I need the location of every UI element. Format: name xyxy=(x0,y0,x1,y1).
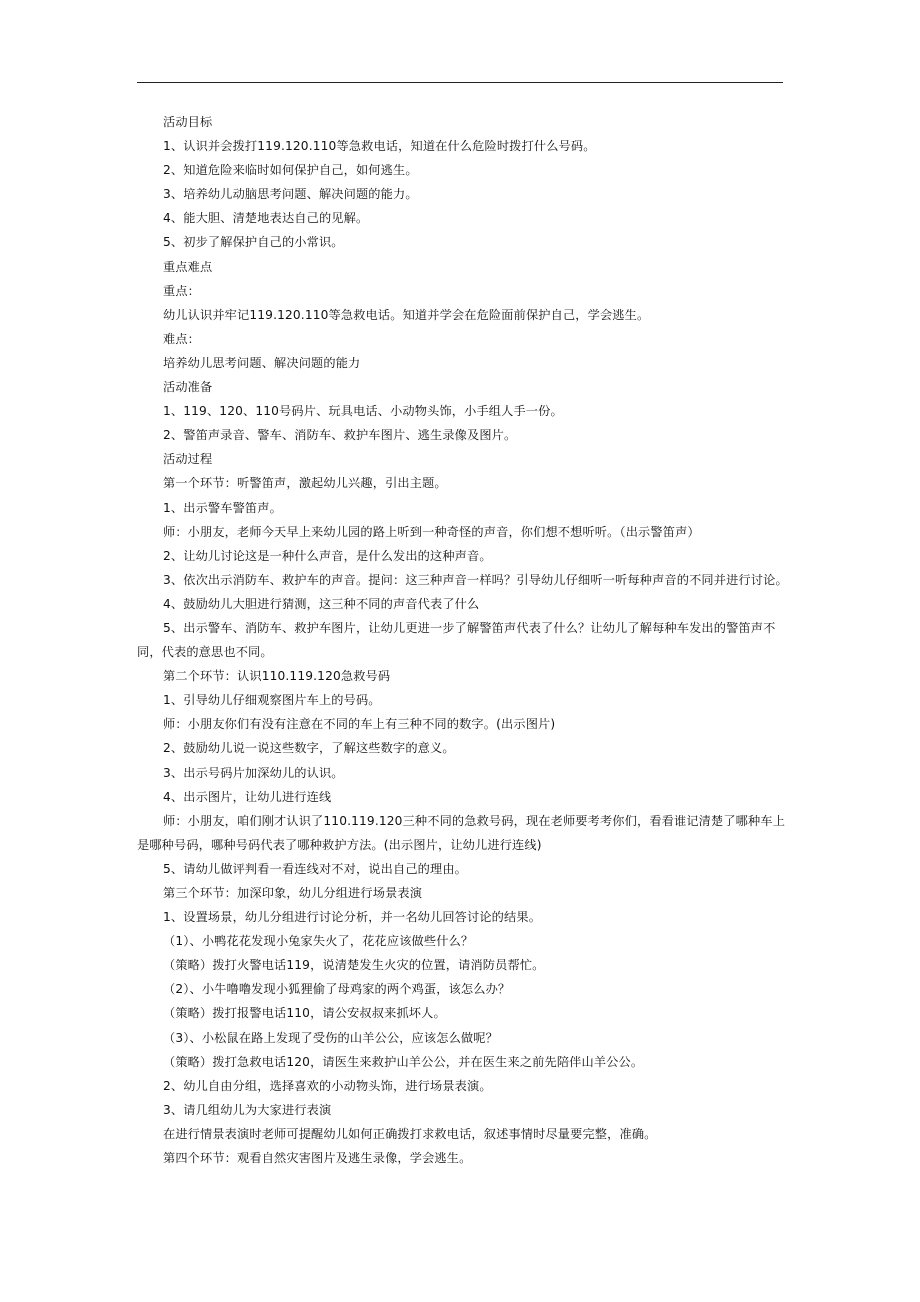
scenario-2: （2）、小牛噜噜发现小狐狸偷了母鸡家的两个鸡蛋，该怎么办？ xyxy=(163,982,511,997)
strategy-3: （策略）拨打急救电话120，请医生来救护山羊公公，并在医生来之前先陪伴山羊公公。 xyxy=(163,1054,644,1069)
stage-1-teacher-quote: 师：小朋友，老师今天早上来幼儿园的路上听到一种奇怪的声音，你们想不想听听。（出示警笛声） xyxy=(163,524,700,539)
stage-2-step-2: 2、鼓励幼儿说一说这些数字，了解这些数字的意义。 xyxy=(163,741,455,756)
stage-1-step-5-continued: 同，代表的意思也不同。 xyxy=(137,645,273,660)
key-point-text: 幼儿认识并牢记119.120.110等急救电话。知道并学会在危险面前保护自己，学会逃生。 xyxy=(163,307,650,322)
stage-2-step-1: 1、引导幼儿仔细观察图片车上的号码。 xyxy=(163,693,381,708)
difficulty-label: 难点： xyxy=(163,331,201,346)
stage-3-heading: 第三个环节：加深印象，幼儿分组进行场景表演 xyxy=(163,886,423,900)
goal-item-5: 5、初步了解保护自己的小常识。 xyxy=(163,235,344,250)
key-point-label: 重点： xyxy=(163,283,201,298)
stage-4-heading: 第四个环节：观看自然灾害图片及逃生录像，学会逃生。 xyxy=(163,1151,472,1166)
stage-1-step-3: 3、依次出示消防车、救护车的声音。提问：这三种声音一样吗？引导幼儿仔细听一听每种声音的不同并进行讨论。 xyxy=(163,572,788,587)
scenario-1: （1）、小鸭花花发现小兔家失火了，花花应该做些什么？ xyxy=(163,934,474,949)
section-heading-preparation: 活动准备 xyxy=(163,380,213,395)
preparation-item-1: 1、119、120、110号码片、玩具电话、小动物头饰，小手组人手一份。 xyxy=(163,404,563,419)
goal-item-4: 4、能大胆、清楚地表达自己的见解。 xyxy=(163,211,369,226)
stage-1-step-5: 5、出示警车、消防车、救护车图片，让幼儿更进一步了解警笛声代表了什么？让幼儿了解每种车发出的警笛声不 xyxy=(163,620,776,635)
scenario-3: （3）、小松鼠在路上发现了受伤的山羊公公，应该怎么做呢？ xyxy=(163,1030,498,1045)
stage-1-step-4: 4、鼓励幼儿大胆进行猜测，这三种不同的声音代表了什么 xyxy=(163,596,480,611)
section-heading-key-points: 重点难点 xyxy=(163,259,213,274)
stage-3-step-3: 3、请几组幼儿为大家进行表演 xyxy=(163,1102,332,1117)
difficulty-text: 培养幼儿思考问题、解决问题的能力 xyxy=(163,355,361,370)
stage-2-teacher-quote-2-continued: 是哪种号码，哪种号码代表了哪种救护方法。(出示图片，让幼儿进行连线) xyxy=(137,837,542,852)
section-heading-process: 活动过程 xyxy=(163,452,213,467)
strategy-2: （策略）拨打报警电话110，请公安叔叔来抓坏人。 xyxy=(163,1006,446,1021)
preparation-item-2: 2、警笛声录音、警车、消防车、救护车图片、逃生录像及图片。 xyxy=(163,428,517,443)
stage-1-heading: 第一个环节：听警笛声，激起幼儿兴趣，引出主题。 xyxy=(163,476,447,491)
stage-2-heading: 第二个环节：认识110.119.120急救号码 xyxy=(163,669,391,684)
stage-3-step-2: 2、幼儿自由分组，选择喜欢的小动物头饰，进行场景表演。 xyxy=(163,1078,492,1093)
stage-1-step-1: 1、出示警车警笛声。 xyxy=(163,500,282,515)
stage-3-note: 在进行情景表演时老师可提醒幼儿如何正确拨打求救电话，叙述事情时尽量要完整，准确。 xyxy=(163,1126,657,1141)
stage-3-step-1: 1、设置场景，幼儿分组进行讨论分析，并一名幼儿回答讨论的结果。 xyxy=(163,910,542,925)
stage-2-teacher-quote-2: 师：小朋友，咱们刚才认识了110.119.120三种不同的急救号码，现在老师要考考你们，看看谁记清楚了哪种车上 xyxy=(163,813,786,828)
stage-1-step-2: 2、让幼儿讨论这是一种什么声音，是什么发出的这种声音。 xyxy=(163,548,492,563)
goal-item-3: 3、培养幼儿动脑思考问题、解决问题的能力。 xyxy=(163,187,418,202)
stage-2-step-3: 3、出示号码片加深幼儿的认识。 xyxy=(163,765,344,780)
stage-2-teacher-quote: 师：小朋友你们有没有注意在不同的车上有三种不同的数字。(出示图片) xyxy=(163,717,556,732)
strategy-1: （策略）拨打火警电话119，说清楚发生火灾的位置，请消防员帮忙。 xyxy=(163,958,545,973)
goal-item-2: 2、知道危险来临时如何保护自己，如何逃生。 xyxy=(163,163,418,178)
header-divider xyxy=(137,82,783,83)
goal-item-1: 1、认识并会拨打119.120.110等急救电话，知道在什么危险时拨打什么号码。 xyxy=(163,139,596,154)
document-body xyxy=(137,110,788,1170)
section-heading-goals: 活动目标 xyxy=(163,115,213,129)
stage-2-step-5: 5、请幼儿做评判看一看连线对不对，说出自己的理由。 xyxy=(163,861,468,876)
stage-2-step-4: 4、出示图片，让幼儿进行连线 xyxy=(163,789,332,804)
